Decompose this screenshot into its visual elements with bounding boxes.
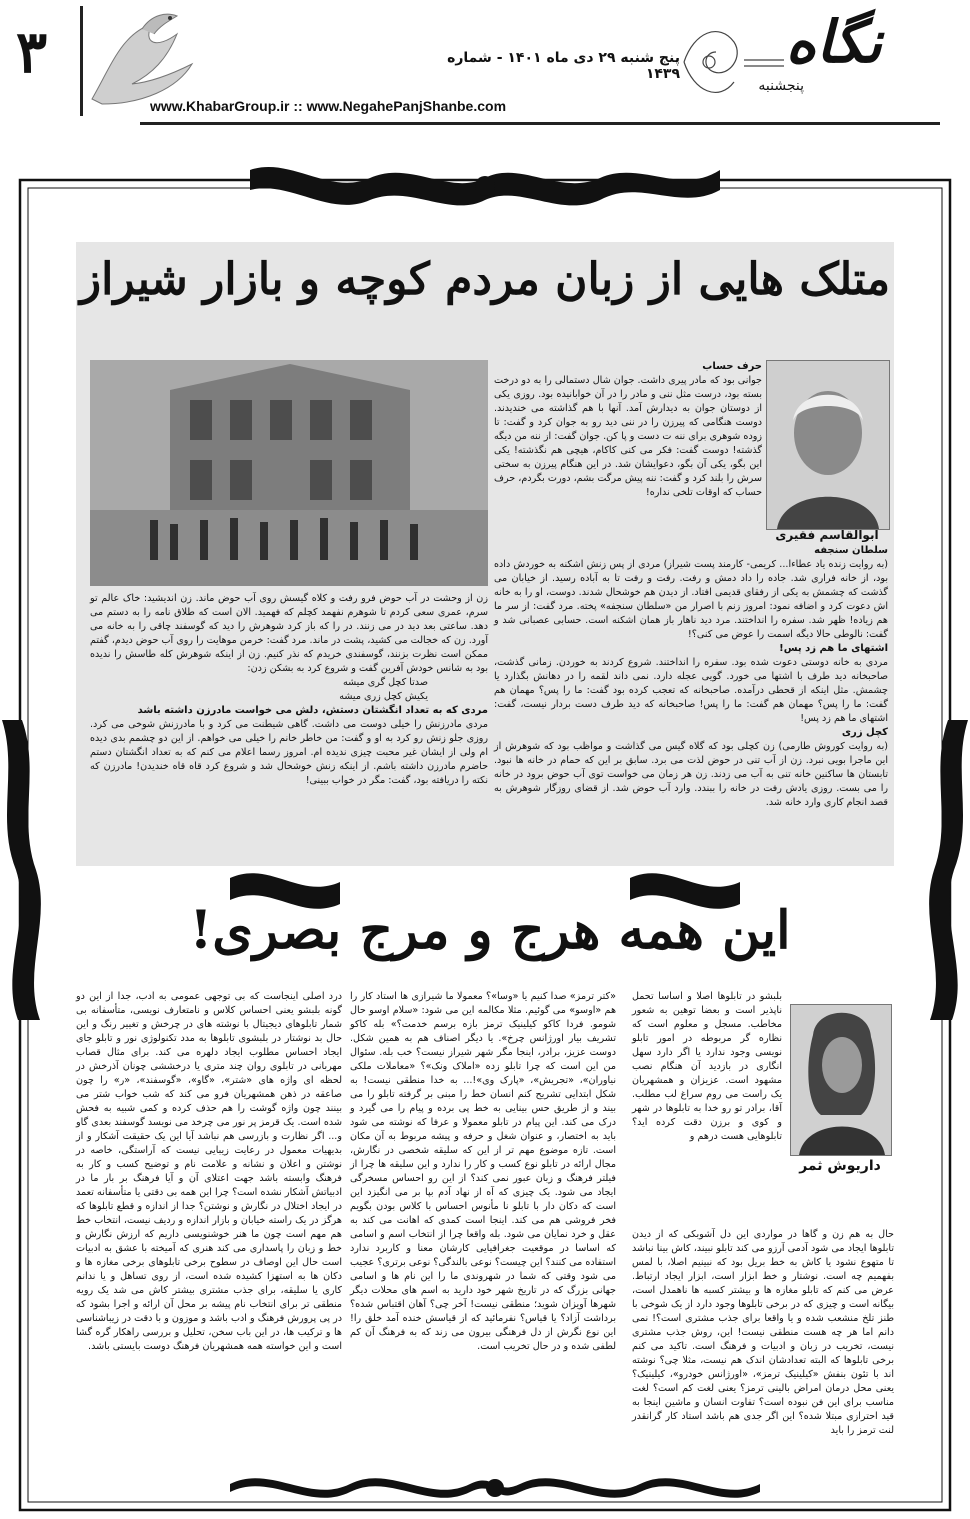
section-text: مردی مادرزنش را خیلی دوست می داشت. گاهی شیطنت می کرد و با مادرزنش شوخی می کرد. روزی جلو زنش رو کرد به او و گفت: من خاطر خانم را خیلی می خواهم. از این دو چشمم بدی دیده ام ولی از ایشان غیر محبت چیزی ندیده ام. امروز رسما اعلام می کنم که به تعداد انگشتان دستم حاضرم مادرزن داشته باشم. از اینکه زنش خوشحال شد و شروع کرد قاه قاه خندیدن! مادرزن که نکته را دریافته بود، گفت: مگر در خواب ببینی! xyxy=(90,719,488,786)
logo-subtitle: پنجشنبه xyxy=(758,78,804,94)
page-number-box xyxy=(6,6,83,116)
section-title: مردی که به تعداد انگشتان دستش، دلش می خواست مادرزن داشته باشد xyxy=(137,705,488,716)
photo-illustration-icon xyxy=(90,360,488,586)
logo-title: نگاه xyxy=(785,8,882,76)
website-links[interactable]: www.KhabarGroup.ir :: www.NegahePanjShanbe.com xyxy=(150,98,507,114)
article-proverbs xyxy=(76,242,894,866)
author-photo xyxy=(766,360,890,530)
newspaper-logo xyxy=(674,2,954,122)
section-title: اشتهای ما هم زد پس! xyxy=(779,643,888,654)
article1-headline: متلک هایی از زبان مردم کوچه و بازار شیراز xyxy=(79,254,891,305)
issue-date: پنج شنبه ۲۹ دی ماه ۱۴۰۱ - شماره ۱۴۳۹ xyxy=(447,50,680,82)
bottom-ornament-icon xyxy=(230,1458,760,1510)
article1-column-middle xyxy=(494,544,888,810)
author-name: ابوالقاسم فقیری xyxy=(775,528,879,542)
poem-line: صدتا کچل گری میشه xyxy=(342,677,428,688)
article2-column-1-continued: حال به هم زن و گاها در مواردی این دل آشوبکی که از دیدن تابلوها ایجاد می شود آدمی آرزو می کند تابلو نبیند، کاش بینا نباشد تا متهوع نشود یا کاش به خط بریل بود که نبینیم اصلا، با لمس بفهمیم چه است. نوشتار و خط ابزار است، ابزار ایجاد ارتباط. عرض می کنم که تابلو مغازه ها و بیشتر کسبه ها ناهمدل است، بیگانه است و چیزی که در برخی تابلوها وجود دارد از یک شوخی با طنز تلخ منشعب شده و یا واقعا برای جذب مشتری است؟! نمی دانم اما هر چه هست منطقی نیست! این، روش جذب مشتری نیست، تخریب در زبان و ادبیات و فرهنگ است. تاکید می کنم برخی تابلوها که البته تعدادشان اندک هم نیست، مثلا چی؟ نوشته اند با تئون بنفش «کیلینیک ترمز»، «اورژانس خودرو»، کیلینیک؟ یعنی محل درمان امراض بالینی ترمز؟ یعنی لغت کم است؟ لغت مناسب برای این فن نبوده است؟ تفاوت انسان و ماشین اینجا به قید احترازی مبتلا شده؟ این اگر جدی هم باشد استاد کار گرانقدر لنت ترمز را باید xyxy=(632,1229,894,1436)
author2-portrait-icon xyxy=(791,1005,891,1155)
section-text: (به روایت زنده یاد عطاءا... کریمی- کارمند پست شیراز) مردی از پس زنش اشکنه به خوردش داده بود، از خانه فراری شد. جاده را داد دمش و رفت. رفت و رفت تا به آباده رسید. از خیابان می گذشت که چشمش به یکی از رفقای قدیمی افتاد. از دیدن هم خوشحال شدند. دوست، او را به خانه اش دعوت کرد و اضافه نمود: امروز زنم با اصرار من «سلطان سنجفه» پخته. مرد گفت: از سر ما هم زیاده! ظهر شد. سفره را انداختند. مرد دید ناهار باز همان اشکنه است. حسابی عصبانی شد و گفت: نالوطی حالا دیگه اسمت را عوض می کنی؟! xyxy=(494,559,888,640)
section-text: زن از وحشت در آب حوض فرو رفت و کلاه گیسش روی آب حوض ماند. زن اندیشید: خاک عالم تو سرم، عمری سعی کردم تا شوهرم نفهمد کچلم که فهمید. الان است که طلاق نامه را به دستم می دهد. ساعتی بعد دید در می زنند. در را که باز کرد شوهرش را دید که گوسفند چاقی را به خانه می آورد. زن که خجالت می کشید، پشت در ماند. مرد گفت: خرمن موهایت را روی آب حوض دیدم، گفتم ممکن است نظرت بزنند، گوسفندی خریدم که نذر کنیم. زن از اینکه شوهرش کله طاسش را ندیده بود به شانس خودش آفرین گفت و شروع کرد به بشکن زدن: xyxy=(90,593,488,674)
section-title: سلطان سنجفه xyxy=(814,545,888,556)
author-portrait-icon xyxy=(767,361,889,529)
historic-building-photo xyxy=(90,360,488,586)
author2-photo xyxy=(790,1004,892,1156)
page-number: ۳ xyxy=(16,18,48,86)
section-text: مردی به خانه دوستی دعوت شده بود. سفره را انداختند. شروع کردند به خوردن. زمانی گذشت، صاحبخانه دید طرف با اشتها می خورد. گویی عجله دارد. نمی داند لقمه را در دهانش بگذارد یا چشمش. مثل اینکه از قحطی درآمده. صاحبخانه که تعجب کرده بود گفت: ما را پس؟ مهمان هم گفت: ما را پس؟ مهمان هم گفت: ما را پس! صاحبخانه که دید طرف دست بردار نیست، گفت: اشتهای ما هم زد پس! xyxy=(494,657,888,724)
article1-column-left xyxy=(90,592,488,788)
article2-column-3: درد اصلی اینجاست که بی توجهی عمومی به ادب، جدا از این دو گونه بلبشو یعنی احساس کلاس و نامتعارف نویسی، متأسفانه بی شمار تابلوهای دیجیتال با نوشته های در چرخش و تغییر رنگ و این حال بد نوشتار در بلبشوی تابلوها به مدد تکنولوژی نور و تابلو جای ایجاد احساس مطلوب ایجاد دلهره می کند. برای مثال قصاب مهربانی در تابلوی روان چند متری یا درخششی چونان آذرخش در لحظه ای واژه های «شتر»، «گاو»، «گوسفند»، «ر» را چون صاعقه در ذهن همشهریان فرو می کند که شب خواب شتر می بینند چون واژه گوشت را هم حذف کرده و کمی شبیه به فحش شده است. یک قرمز پر نور می چرخد می نویسد گوسفند بعدی گاو و... اگر نظارت و بازرسی هم نباشد آیا این یک حقیقت آشکار و از بدیهیات معمول در رعایت زیبایی نیست که آراستگی، خاصه در نوشتن و اعلان و نشانه و علامت نام و توضیح کسب و کار به فرهنگ وابسته باشد جهت اعتلای آن و آیا فرهنگ بر بار ما در ادبیاتش آشکار نشده است؟ چرا این همه بی دقتی یا متأسفانه تعمد در ایجاد اختلال در نگارش و نوشتن؟ جدا از اندازه و قطع تابلوها که هرگز در یک راسته خیابان و بازار اندازه و ردیف نیست، انتخاب خط هم مهم است چون ما هنر خوشنویسی داریم که ارزش نگارش و خط و زبان را پاسداری می کند هنری که آمیخته با عشق به ادبیات است حال این اوصاف در سطوح برخی تابلوهای برخی مغازه ها و دکان ها به استهزا کشیده شده است، از روی تساهل و یا ندانم کاری یا سلیقه، برای جذب مشتری بیشتر کاش می شد یک رویه منطقی تر برای انتخاب نام پیشه بر محل آن ارائه و اجرا بشود که در پی پرورش فرهنگ و ادب باشد و موزون و با دقت در زیباشناسی ها و ترکیب ها، در این باب سخن، تحلیل و بررسی راهکار گره گشا است و این خواسته همه همشهریان فرهنگ دوست بایستی باشد. xyxy=(76,991,342,1352)
section-text: جوانی بود که مادر پیری داشت. جوان شال دستمالی را به دو درخت بسته بود، درست مثل ننی و مادر را در آن خوابانیده بود. روزی یکی از دوستان جوان به دیدارش آمد. آنها با هم گذاشته می خندیدند. دوست هنگامی که پیرزن را در ننی دید رو به جوان کرد و گفت: تا زوده شوهری برای ننه ت دست و پا کن. جوان گفت: از ننه من دیگه گذشته! دوست گفت: فکر می کنی کاکام، هیچی هم نگذشته! یکی این بگو، یکی آن بگو، دعوایشان شد. در این هنگام پیرزن به سختی سرش را بلند کرد و گفت: ننه پیش مرگت بشم، دورت بگردم، حرف حساب که اوقات تلخی نداره! xyxy=(494,375,762,498)
poem-line: یکیش کچل زری میشه xyxy=(339,691,428,702)
article2-column-1: بلبشو در تابلوها اصلا و اساسا تحمل ناپذیر است و بعضا توهین به شعور مخاطب. مسجل و معلوم است که نظاره گر مربوطه در امور تابلو نویسی وجود ندارد یا اگر دارد سهل انگاری در بازدید آن هنگام نصب مشهود است. عزیزان و همشهریان یک راست می روم سراغ لب مطلب. آقا، برادر تو رو خدا به تابلوها در شهر و کوی و برزن دقت کرده اید؟ تابلوهایی هست درهم و xyxy=(632,991,782,1142)
article2-headline: این همه هرج و مرج بصری! xyxy=(189,900,791,961)
masthead xyxy=(0,0,970,128)
section-text: (به روایت کوروش طارمی) زن کچلی بود که گلاه گیس می گذاشت و مواظب بود که شوهرش از این ماجرا بویی نبرد. زن از آب تنی در حوض لذت می برد. سابق بر این که حمام در خانه ها نبود. تابستان ها ساکنین خانه تنی به آب می زدند. زن هر زمان می خواست توی آب حوض برود در خانه را می بست. روزی یادش رفت در خانه را ببندد. وارد آب حوض شد. از قضای روزگار شوهرش به قصد انجام کاری وارد خانه شد. xyxy=(494,741,888,808)
article1-column-right xyxy=(494,360,762,500)
article2-column-2: «کتر ترمز» صدا کنیم یا «وسا»؟ معمولا ما شیرازی ها استاد کار را هم «اوسو» می گوئیم. مثلا مکالمه این می شود: «سلام اوسو حال شومو. فردا کاکو کیلینیک ترمز بازه برسم خدمت؟» بله کاکو تشریف بیار اورژانس چرخ». یا دیگر اصناف هم به همین شکل. دوست عزیز، برادر، اینجا مگر شهر شیراز نیست؟ خب بله. سئوال من این است که چرا تابلو زده «املاک ونک»؟ «معاملات ملکی نیاوران»، «تجریش»، «پارک وی»!... به خدا منطقی نیست! به شکل ابتدایی تشریح کنم انسان خط را مبنی بر گرفته تابلو را می بیند و از طریق حس بینایی به خط پی برده و پیام را می گیرد و درک می کند. این پیام در تابلو معمولا و عرفا که نوشته می شود باید به اختصار، و عنوان شغل و حرفه و پیشه مربوط به آن مکان است. تازه موضوع مهم تر از این که سلیقه شخصی در نگارش، مجال ارائه در تابلو نوع کسب و کار را ندارد و این سلیقه ها چرا از فیلتر فرهنگ و زبان عبور نمی کند؟ از این رو احساس مسخرگی ایجاد می شود. یک چیزی که آه از نهاد آدم بپا بر می انگیزد این است که دکان دار با تابلو نا مأنوس احساس با کلاس بودن بگویم فخر فروشی هم می کند. اینجا است کمدی که اهانت می کند به عقل و خرد نمایان می شود. بله واقعا چرا از انتخاب اسم و اسامی که اساسا در موقعیت جغرافیایی کارشان معنا و کاربرد ندارد استفاده می کنند؟ این چیست؟ نوعی بالندگی؟ نوعی برتری؟ عجیب می شود وقتی که شما در شهروندی ما را این نام ها و اسامی جهانی بزرگ که در تاریخ شهر خود دارید به اسم های محلات دیگر شهرها آویزان شوید؛ منطقی نیست! آخر چی؟ آهان اقتباس شده؟ برداشت آزاد؟ یا قیاس؟ نفرمائید که از قیاسش خنده آمد خلق را! این نوع نگرش از دل فرهنگی بیرون می زند که به فرهنگ آن کم لطفی شده و در حال تخریب است. xyxy=(350,991,616,1352)
section-title: کچل زری xyxy=(841,727,888,738)
author2-name: داریوش ثمر xyxy=(799,1158,881,1174)
section-title: حرف حساب xyxy=(702,361,762,372)
header-divider xyxy=(140,122,940,125)
